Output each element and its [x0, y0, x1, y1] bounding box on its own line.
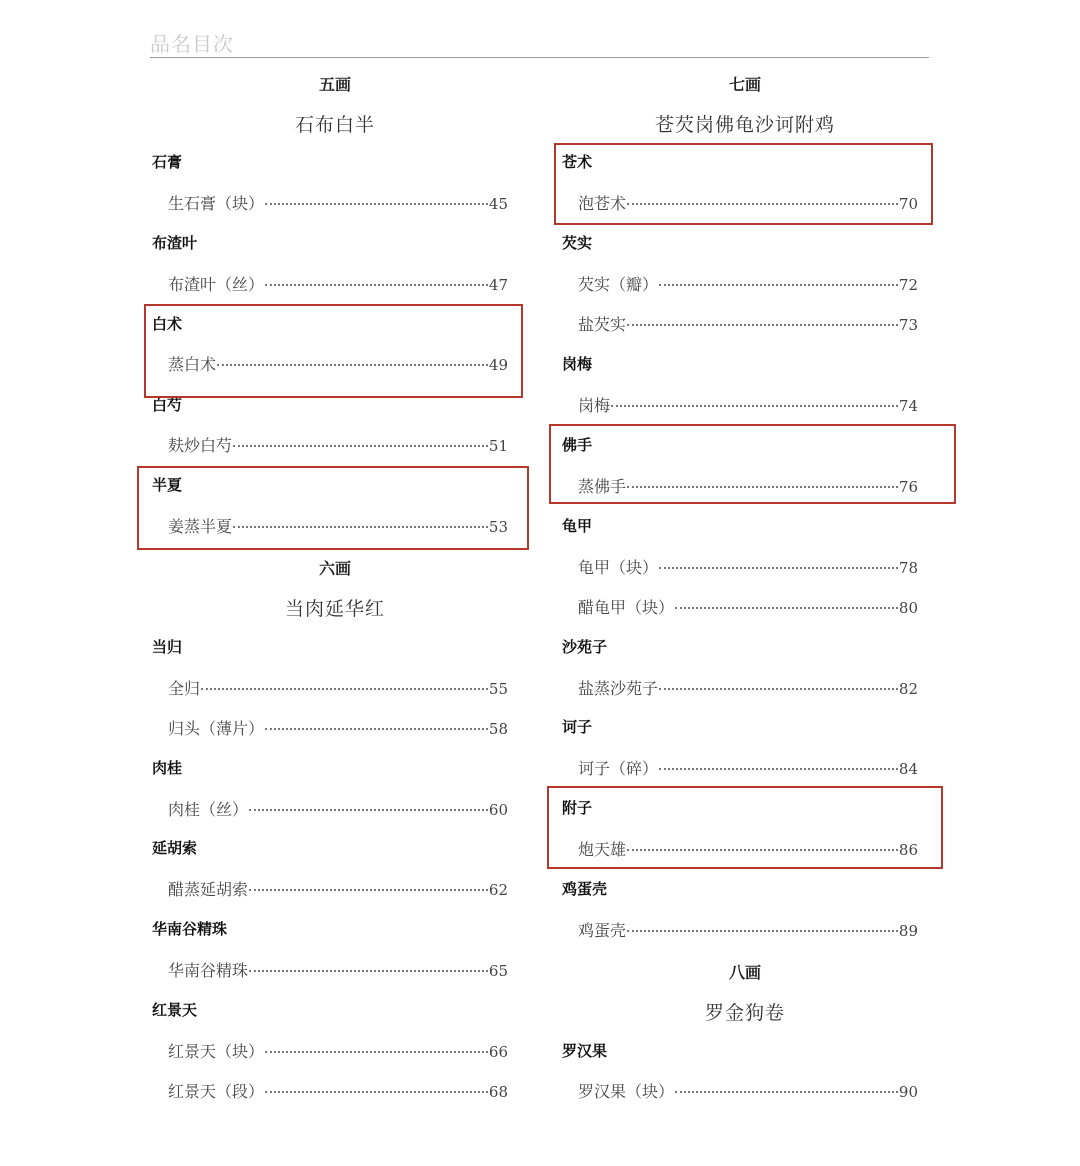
header-rule: [150, 57, 929, 58]
toc-entry[interactable]: [168, 272, 508, 295]
stroke-count-heading: 七画: [728, 75, 761, 94]
entry-page-number: 72: [898, 276, 918, 294]
entry-name: 罗汉果（块）: [578, 1082, 675, 1101]
entry-name: 归头（薄片）: [168, 719, 265, 738]
herb-name: 龟甲: [562, 517, 593, 535]
entry-page-number: 47: [488, 276, 508, 294]
dot-leader: [659, 567, 898, 569]
entry-page-number: 84: [898, 760, 918, 778]
toc-entry[interactable]: [168, 1039, 508, 1062]
entry-name: 红景天（段）: [168, 1082, 265, 1101]
dot-leader: [201, 688, 488, 690]
entry-page-number: 73: [898, 316, 918, 334]
dot-leader: [265, 284, 488, 286]
entry-page-number: 55: [488, 680, 508, 698]
dot-leader: [265, 1091, 488, 1093]
dot-leader: [659, 688, 898, 690]
dot-leader: [249, 970, 488, 972]
stroke-chars: 罗金狗卷: [704, 1002, 785, 1024]
dot-leader: [675, 1091, 898, 1093]
herb-name: 半夏: [152, 476, 183, 494]
dot-leader: [659, 768, 898, 770]
entry-page-number: 80: [898, 599, 918, 617]
herb-name: 罗汉果: [562, 1042, 608, 1060]
dot-leader: [265, 728, 488, 730]
entry-page-number: 53: [488, 518, 508, 536]
entry-name: 醋蒸延胡索: [168, 880, 249, 899]
stroke-count-heading: 八画: [728, 963, 761, 982]
entry-name: 盐芡实: [578, 315, 627, 334]
entry-page-number: 90: [898, 1083, 918, 1101]
herb-name: 肉桂: [152, 759, 183, 777]
stroke-count-heading: 六画: [318, 559, 351, 578]
toc-entry[interactable]: [578, 393, 918, 416]
toc-entry[interactable]: [168, 433, 508, 456]
herb-name: 布渣叶: [152, 234, 198, 252]
highlight-box: [549, 424, 956, 504]
toc-entry[interactable]: [168, 1079, 508, 1102]
entry-name: 红景天（块）: [168, 1042, 265, 1061]
entry-page-number: 89: [898, 922, 918, 940]
entry-name: 诃子（碎）: [578, 759, 659, 778]
stroke-chars: 石布白半: [294, 114, 375, 136]
entry-page-number: 82: [898, 680, 918, 698]
entry-name: 肉桂（丝）: [168, 800, 249, 819]
entry-name: 醋龟甲（块）: [578, 598, 675, 617]
dot-leader: [659, 284, 898, 286]
toc-entry[interactable]: [578, 595, 918, 618]
entry-name: 鸡蛋壳: [578, 921, 627, 940]
entry-name: 泡苍术: [578, 194, 627, 213]
herb-name: 芡实: [562, 234, 593, 252]
herb-name: 当归: [152, 638, 183, 656]
entry-page-number: 86: [898, 841, 918, 859]
entry-page-number: 70: [898, 195, 918, 213]
herb-name: 华南谷精珠: [152, 920, 228, 938]
toc-entry[interactable]: [578, 756, 918, 779]
entry-name: 芡实（瓣）: [578, 275, 659, 294]
herb-name: 延胡索: [152, 839, 198, 857]
toc-entry[interactable]: [168, 797, 508, 820]
highlight-box: [554, 143, 933, 225]
dot-leader: [233, 445, 488, 447]
dot-leader: [265, 1051, 488, 1053]
dot-leader: [675, 607, 898, 609]
entry-page-number: 51: [488, 437, 508, 455]
entry-name: 盐蒸沙苑子: [578, 679, 659, 698]
herb-name: 鸡蛋壳: [562, 880, 608, 898]
entry-page-number: 76: [898, 478, 918, 496]
toc-entry[interactable]: [578, 918, 918, 941]
toc-entry[interactable]: [578, 555, 918, 578]
herb-name: 白芍: [152, 396, 183, 414]
entry-page-number: 62: [488, 881, 508, 899]
herb-name: 白术: [152, 315, 183, 333]
herb-name: 红景天: [152, 1001, 198, 1019]
entry-name: 布渣叶（丝）: [168, 275, 265, 294]
entry-name: 龟甲（块）: [578, 558, 659, 577]
entry-name: 姜蒸半夏: [168, 517, 233, 536]
entry-page-number: 45: [488, 195, 508, 213]
entry-page-number: 66: [488, 1043, 508, 1061]
dot-leader: [249, 889, 488, 891]
highlight-box: [547, 786, 943, 869]
herb-name: 附子: [562, 799, 593, 817]
entry-page-number: 58: [488, 720, 508, 738]
running-head: 品名目次: [150, 32, 234, 56]
stroke-count-heading: 五画: [318, 75, 351, 94]
dot-leader: [611, 405, 898, 407]
entry-page-number: 49: [488, 356, 508, 374]
entry-page-number: 74: [898, 397, 918, 415]
toc-entry[interactable]: [168, 676, 508, 699]
toc-entry[interactable]: [168, 958, 508, 981]
entry-name: 炮天雄: [578, 840, 627, 859]
entry-name: 岗梅: [578, 396, 611, 415]
stroke-chars: 苍芡岗佛龟沙诃附鸡: [654, 114, 835, 136]
highlight-box: [137, 466, 529, 550]
entry-page-number: 78: [898, 559, 918, 577]
dot-leader: [627, 324, 898, 326]
entry-name: 麸炒白芍: [168, 436, 233, 455]
entry-page-number: 60: [488, 801, 508, 819]
toc-entry[interactable]: [578, 312, 918, 335]
herb-name: 岗梅: [562, 355, 593, 373]
herb-name: 佛手: [562, 436, 593, 454]
herb-name: 苍术: [562, 153, 593, 171]
toc-entry[interactable]: [578, 676, 918, 699]
entry-page-number: 65: [488, 962, 508, 980]
entry-name: 蒸佛手: [578, 477, 627, 496]
entry-name: 生石膏（块）: [168, 194, 265, 213]
herb-name: 沙苑子: [562, 638, 608, 656]
stroke-chars: 当肉延华红: [284, 598, 385, 620]
toc-entry[interactable]: [578, 272, 918, 295]
entry-page-number: 68: [488, 1083, 508, 1101]
entry-name: 蒸白术: [168, 355, 217, 374]
dot-leader: [627, 930, 898, 932]
dot-leader: [265, 203, 488, 205]
toc-entry[interactable]: [168, 877, 508, 900]
toc-entry[interactable]: [168, 716, 508, 739]
highlight-box: [144, 304, 523, 398]
herb-name: 石膏: [152, 153, 183, 171]
toc-entry[interactable]: [578, 1079, 918, 1102]
entry-name: 华南谷精珠: [168, 961, 249, 980]
herb-name: 诃子: [562, 718, 593, 736]
toc-entry[interactable]: [168, 191, 508, 214]
entry-name: 全归: [168, 679, 201, 698]
dot-leader: [249, 809, 488, 811]
